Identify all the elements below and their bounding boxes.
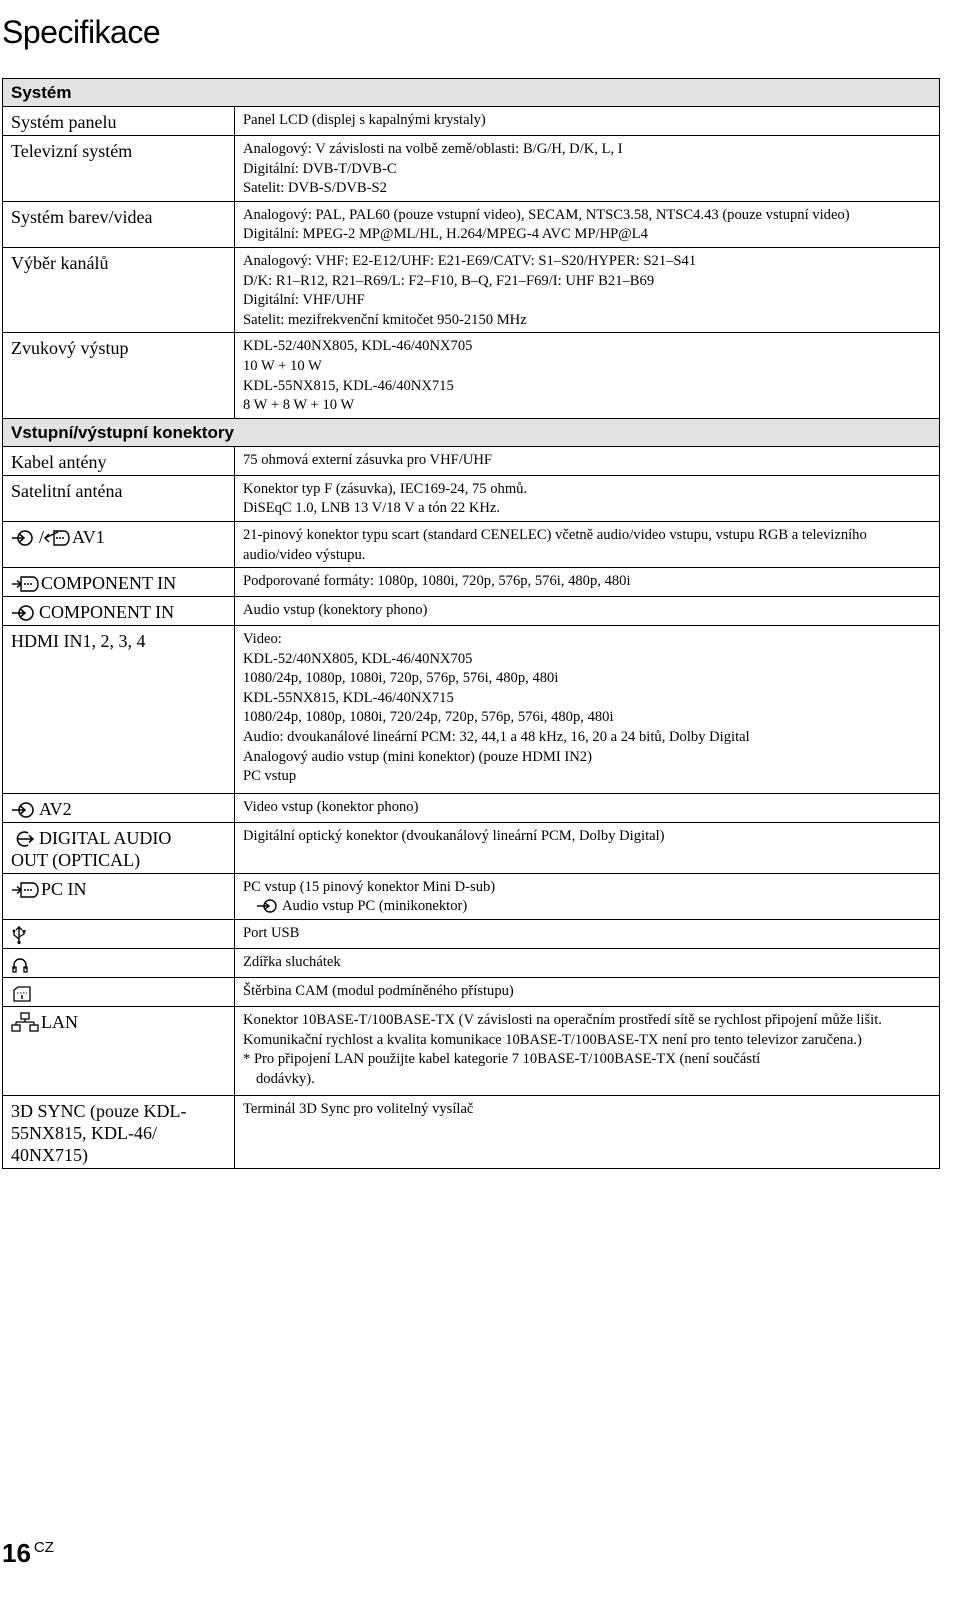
- spec-value: KDL-52/40NX805, KDL-46/40NX705 10 W + 10 W KDL-55NX815, KDL-46/40NX715 8 W + 8 W + 10 W: [235, 333, 940, 418]
- spec-label: 3D SYNC (pouze KDL-55NX815, KDL-46/ 40NX715): [3, 1096, 235, 1169]
- audio-input-icon: [256, 898, 280, 914]
- usb-icon: [11, 925, 27, 945]
- connector-label: COMPONENT IN: [39, 602, 175, 623]
- table-row: [3, 873, 940, 919]
- connector-label: DIGITAL AUDIO: [39, 827, 172, 848]
- table-row: [3, 1096, 940, 1169]
- spec-value: Zdířka sluchátek: [235, 949, 940, 978]
- spec-label: [3, 1007, 235, 1096]
- spec-table: [2, 78, 940, 1169]
- table-row: [3, 626, 940, 794]
- spec-label: Systém barev/videa: [3, 201, 235, 247]
- spec-value: Terminál 3D Sync pro volitelný vysílač: [235, 1096, 940, 1169]
- label-separator: /: [39, 526, 45, 547]
- spec-value: Analogový: PAL, PAL60 (pouze vstupní video), SECAM, NTSC3.58, NTSC4.43 (pouze vstupní video) Digitální: MPEG-2 MP@ML/HL, H.264/MPEG-4 AVC MP/HP@L4: [235, 201, 940, 247]
- table-row: [3, 475, 940, 521]
- section-title: Vstupní/výstupní konektory: [3, 418, 940, 446]
- table-row: [3, 920, 940, 949]
- video-input-icon: [11, 801, 37, 819]
- spec-value: Podporované formáty: 1080p, 1080i, 720p, 576p, 576i, 480p, 480i: [235, 568, 940, 597]
- headphones-icon: [11, 956, 29, 974]
- spec-value: Štěrbina CAM (modul podmíněného přístupu): [235, 978, 940, 1007]
- spec-label: Satelitní anténa: [3, 475, 235, 521]
- spec-value: Audio vstup (konektory phono): [235, 597, 940, 626]
- spec-label: Televizní systém: [3, 136, 235, 202]
- optical-output-icon: [11, 830, 37, 848]
- table-row: [3, 446, 940, 475]
- spec-label: [3, 920, 235, 949]
- spec-value: Analogový: VHF: E2-E12/UHF: E21-E69/CATV: S1–S20/HYPER: S21–S41 D/K: R1–R12, R21–R69/L: F2–F10, B–Q, F21–F69/I: UHF B21–B69 Digitální: VHF/UHF Satelit: mezifrekvenční kmitočet 950-2150 MHz: [235, 247, 940, 332]
- spec-value: 21-pinový konektor typu scart (standard CENELEC) včetně audio/video vstupu, vstupu RGB a televizního audio/video výstupu.: [235, 521, 940, 567]
- video-input-icon: [11, 575, 39, 593]
- table-row: [3, 978, 940, 1007]
- spec-label: [3, 597, 235, 626]
- page-number: 16: [2, 1538, 31, 1568]
- connector-label: COMPONENT IN: [41, 573, 177, 594]
- spec-label: [3, 873, 235, 919]
- spec-value: Konektor 10BASE-T/100BASE-TX (V závislosti na operačním prostředí sítě se rychlost připojení může lišit. Komunikační rychlost a kvalita komunikace 10BASE-T/100BASE-TX není pro tento televizor zaručena.) * Pro připojení LAN použijte kabel kategorie 7 10BASE-T/100BASE-TX (není součástí dodávky).: [235, 1007, 940, 1096]
- spec-label: [3, 978, 235, 1007]
- spec-value: PC vstup (15 pinový konektor Mini D-sub) Audio vstup PC (minikonektor): [235, 873, 940, 919]
- table-row: [3, 333, 940, 418]
- connector-label: AV2: [39, 798, 72, 819]
- pc-input-icon: [11, 881, 39, 899]
- spec-value: Video: KDL-52/40NX805, KDL-46/40NX705 1080/24p, 1080p, 1080i, 720p, 576p, 576i, 480p, 480i KDL-55NX815, KDL-46/40NX715 1080/24p, 1080p, 1080i, 720/24p, 720p, 576p, 576i, 480p, 480i Audio: dvoukanálové lineární PCM: 32, 44,1 a 48 kHz, 16, 20 a 24 bitů, Dolby Digital Analogový audio vstup (mini konektor) (pouze HDMI IN2) PC vstup: [235, 626, 940, 794]
- table-row: [3, 597, 940, 626]
- language-code: CZ: [33, 1539, 54, 1556]
- spec-value: Video vstup (konektor phono): [235, 793, 940, 822]
- table-row: [3, 793, 940, 822]
- spec-value: Konektor typ F (zásuvka), IEC169-24, 75 ohmů. DiSEqC 1.0, LNB 13 V/18 V a tón 22 KHz.: [235, 475, 940, 521]
- section-title: Systém: [3, 79, 940, 107]
- spec-label: Kabel antény: [3, 446, 235, 475]
- connector-label: LAN: [41, 1012, 78, 1033]
- cam-slot-icon: [11, 985, 33, 1003]
- output-arrow-icon: [44, 529, 70, 547]
- table-row: [3, 822, 940, 873]
- spec-label: Systém panelu: [3, 107, 235, 136]
- spec-label: Výběr kanálů: [3, 247, 235, 332]
- table-row: [3, 949, 940, 978]
- connector-label: OUT (OPTICAL): [11, 849, 141, 870]
- connector-label: PC IN: [41, 878, 87, 899]
- page-footer: [2, 1538, 54, 1569]
- spec-label: Zvukový výstup: [3, 333, 235, 418]
- spec-value: Digitální optický konektor (dvoukanálový lineární PCM, Dolby Digital): [235, 822, 940, 873]
- table-row: [3, 568, 940, 597]
- spec-value: 75 ohmová externí zásuvka pro VHF/UHF: [235, 446, 940, 475]
- page-title: Specifikace: [2, 14, 161, 50]
- section-header-system: [3, 79, 940, 107]
- table-row: [3, 107, 940, 136]
- input-arrow-icon: [11, 529, 37, 547]
- spec-label: [3, 521, 235, 567]
- spec-label: [3, 793, 235, 822]
- section-header-io: [3, 418, 940, 446]
- spec-value: Port USB: [235, 920, 940, 949]
- table-row: [3, 1007, 940, 1096]
- audio-input-icon: [11, 604, 37, 622]
- spec-label: [3, 822, 235, 873]
- spec-value: Panel LCD (displej s kapalnými krystaly): [235, 107, 940, 136]
- table-row: [3, 247, 940, 332]
- lan-icon: [11, 1012, 39, 1032]
- spec-value: Analogový: V závislosti na volbě země/oblasti: B/G/H, D/K, L, I Digitální: DVB-T/DVB-C Satelit: DVB-S/DVB-S2: [235, 136, 940, 202]
- spec-label: HDMI IN1, 2, 3, 4: [3, 626, 235, 794]
- spec-label: [3, 568, 235, 597]
- table-row: [3, 521, 940, 567]
- spec-label: [3, 949, 235, 978]
- table-row: [3, 136, 940, 202]
- table-row: [3, 201, 940, 247]
- connector-label: AV1: [72, 526, 105, 547]
